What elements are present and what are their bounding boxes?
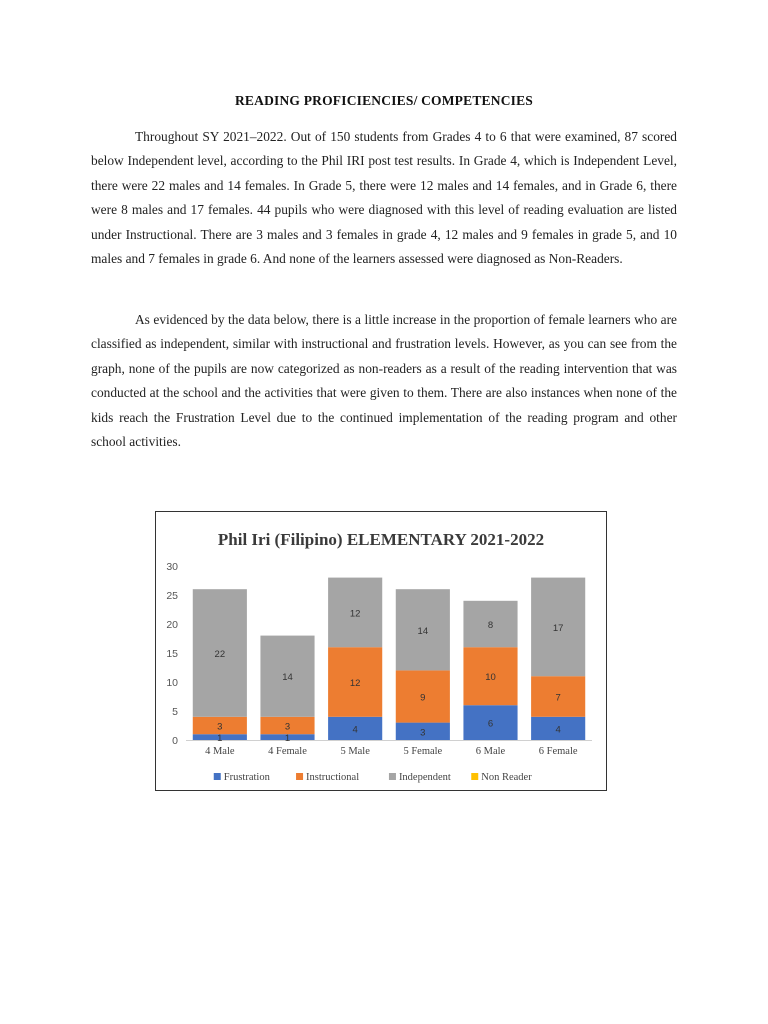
data-label: 17 [552, 622, 564, 634]
data-label: 7 [555, 692, 561, 704]
data-label: 4 [555, 724, 561, 736]
legend-label: Instructional [306, 772, 360, 783]
page-title: READING PROFICIENCIES/ COMPETENCIES [234, 93, 534, 108]
chart-bars [193, 578, 585, 740]
legend-label: Non Reader [481, 772, 532, 783]
chart-title: Phil Iri (Filipino) ELEMENTARY 2021-2022 [217, 530, 545, 549]
chart-legend [214, 772, 532, 783]
chart-container [155, 511, 607, 791]
paragraph-2: As evidenced by the data below, there is a little increase in the proportion of female learners who are classified as independent, similar with instructional and frustration levels. However, as you can see from the graph, none of the pupils are now categorized as non-readers as a result of the reading intervention that was conducted at the school and the activities that were given to them. There are also instances when none of the kids reach the Frustration Level due to the continued implementation of the reading program and other school activities. [91, 312, 677, 450]
y-tick-label: 0 [172, 735, 178, 747]
data-label: 6 [487, 718, 494, 730]
y-tick-label: 15 [166, 648, 178, 660]
legend-swatch [471, 773, 478, 780]
data-label: 14 [282, 672, 293, 684]
data-label: 12 [349, 608, 361, 620]
data-label: 12 [349, 678, 361, 689]
y-tick-label: 25 [166, 590, 178, 602]
stacked-bar-chart [156, 512, 606, 790]
legend-swatch [214, 773, 221, 780]
data-label: 1 [284, 733, 291, 745]
x-category-label: 6 Female [538, 746, 578, 757]
data-label: 22 [214, 649, 226, 660]
y-tick-label: 30 [166, 561, 178, 573]
data-label: 3 [420, 727, 426, 739]
x-category-label: 5 Male [340, 746, 370, 757]
legend-swatch [296, 773, 303, 780]
legend-swatch [389, 773, 396, 780]
y-tick-label: 5 [172, 706, 178, 718]
y-tick-label: 20 [166, 619, 178, 631]
data-label: 3 [284, 721, 291, 733]
paragraph-1: Throughout SY 2021–2022. Out of 150 students from Grades 4 to 6 that were examined, 87 scored below Independent level, according to the Phil IRI post test results. In Grade 4, which is Independent Level, there were 22 males and 14 females. In Grade 5, there were 12 males and 14 females, and in Grade 6, there were 8 males and 17 females. 44 pupils who were diagnosed with this level of reading evaluation are listed under Instructional. There are 3 males and 3 females in grade 4, 12 males and 9 females in grade 5, and 10 males and 7 females in grade 6. And none of the learners assessed were diagnosed as Non-Readers. [91, 129, 677, 267]
data-label: 14 [417, 625, 429, 637]
legend-label: Independent [398, 772, 451, 783]
y-tick-label: 10 [166, 677, 178, 689]
legend-label: Frustration [223, 772, 270, 783]
data-label: 8 [487, 620, 494, 631]
data-label: 3 [217, 721, 223, 733]
x-category-label: 4 Female [268, 746, 307, 757]
data-label: 9 [420, 692, 426, 704]
data-label: 1 [217, 733, 223, 745]
data-label: 10 [485, 672, 496, 684]
x-category-label: 5 Female [403, 746, 443, 757]
x-category-label: 6 Male [475, 746, 506, 757]
x-category-label: 4 Male [205, 746, 235, 757]
data-label: 4 [352, 724, 358, 736]
